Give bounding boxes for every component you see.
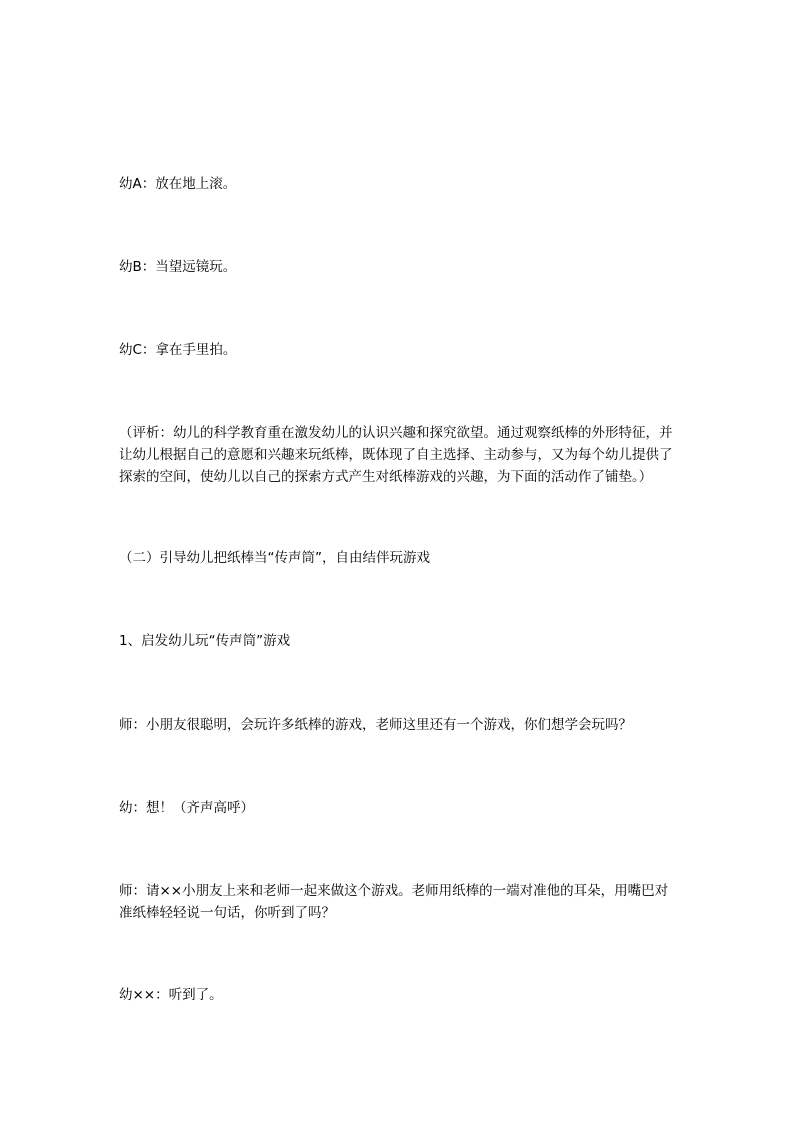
section-heading: （二）引导幼儿把纸棒当“传声筒”，自由结伴玩游戏 bbox=[119, 549, 430, 566]
dialogue-children-reply: 幼：想！（齐声高呼） bbox=[119, 799, 254, 816]
dialogue-child-b: 幼B：当望远镜玩。 bbox=[119, 258, 237, 275]
dialogue-child-xx: 幼××：听到了。 bbox=[119, 986, 223, 1003]
subsection-heading: 1、启发幼儿玩“传声筒”游戏 bbox=[119, 632, 291, 649]
dialogue-child-c: 幼C：拿在手里拍。 bbox=[119, 341, 237, 358]
evaluation-paragraph: （评析：幼儿的科学教育重在激发幼儿的认识兴趣和探究欲望。通过观察纸棒的外形特征，并让幼儿根据自己的意愿和兴趣来玩纸棒，既体现了自主选择、主动参与，又为每个幼儿提供了探索的空间，使幼儿以自己的探索方式产生对纸棒游戏的兴趣，为下面的活动作了铺垫。） bbox=[119, 424, 673, 485]
dialogue-teacher-2: 师：请××小朋友上来和老师一起来做这个游戏。老师用纸棒的一端对准他的耳朵，用嘴巴对准纸棒轻轻说一句话，你听到了吗？ bbox=[119, 882, 669, 921]
dialogue-teacher-1: 师：小朋友很聪明，会玩许多纸棒的游戏，老师这里还有一个游戏，你们想学会玩吗？ bbox=[119, 716, 632, 733]
dialogue-child-a: 幼A：放在地上滚。 bbox=[119, 175, 237, 192]
